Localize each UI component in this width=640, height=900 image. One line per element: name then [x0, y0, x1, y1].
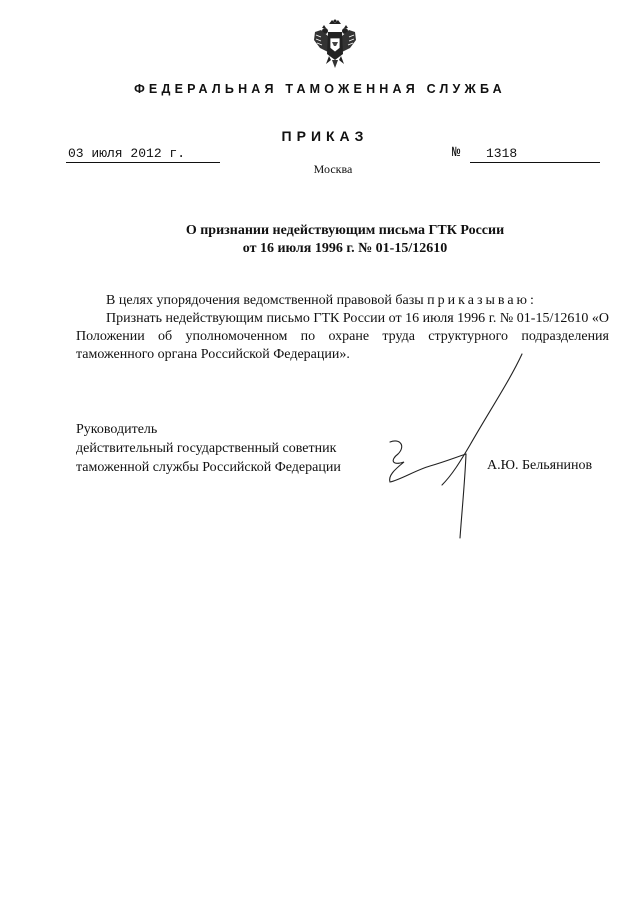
position-line-1: Руководитель	[76, 422, 158, 437]
signatory-position	[76, 420, 341, 477]
body-paragraph-1	[76, 292, 609, 310]
handwritten-signature	[370, 350, 530, 540]
body-paragraph-2: Признать недействующим письмо ГТК России от 16 июля 1996 г. № 01-15/12610 «О Положении об уполномоченном по охране труда структурного подразделения таможенного органа Российской Федерации».	[76, 311, 609, 362]
preamble-text: В целях упорядочения ведомственной правовой базы	[106, 293, 424, 308]
order-number-label: №	[452, 145, 461, 161]
order-number: 1318	[470, 146, 600, 163]
agency-name: ФЕДЕРАЛЬНАЯ ТАМОЖЕННАЯ СЛУЖБА	[134, 82, 506, 96]
russian-coat-of-arms-icon	[312, 18, 358, 70]
subject-line-2: от 16 июля 1996 г. № 01-15/12610	[242, 241, 448, 256]
city-name: Москва	[313, 162, 353, 176]
subject-line-1: О признании недействующим письма ГТК России	[185, 223, 505, 238]
order-subject	[0, 222, 640, 258]
document-type-title: ПРИКАЗ	[281, 128, 369, 144]
signatory-name: А.Ю. Бельянинов	[487, 458, 593, 473]
order-date: 03 июля 2012 г.	[66, 146, 220, 163]
position-line-2: действительный государственный советник	[76, 441, 337, 456]
position-line-3: таможенной службы Российской Федерации	[76, 460, 341, 475]
order-word: приказываю:	[427, 293, 537, 308]
